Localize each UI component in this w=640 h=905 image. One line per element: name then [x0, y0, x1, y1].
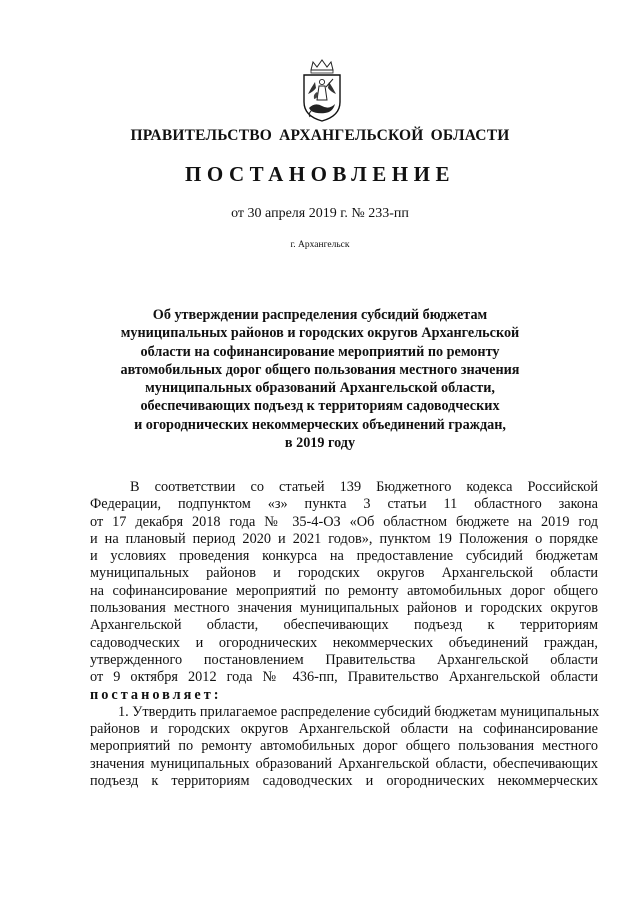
body-line: районов и городских округов Архангельской области на софинансирование: [90, 721, 598, 738]
body-line: на софинансирование мероприятий по ремонту автомобильных дорог общего: [90, 582, 598, 599]
coat-of-arms-emblem: [299, 58, 345, 124]
government-name: ПРАВИТЕЛЬСТВО АРХАНГЕЛЬСКОЙ ОБЛАСТИ: [130, 127, 510, 144]
preamble-paragraph: [90, 479, 598, 704]
body-line: садоводческих и огороднических некоммерческих объединений граждан,: [90, 634, 598, 651]
item-1-paragraph: [90, 704, 598, 790]
title-line: обеспечивающих подъезд к территориям садоводческих: [140, 398, 500, 415]
title-line: области на софинансирование мероприятий по ремонту: [140, 343, 500, 360]
body-line: от 17 декабря 2018 года № 35-4-ОЗ «Об областном бюджете на 2019 год: [90, 513, 598, 530]
resolution-title: [100, 306, 540, 452]
document-type-heading: ПОСТАНОВЛЕНИЕ: [185, 162, 455, 186]
title-line: и огороднических некоммерческих объединений граждан,: [134, 416, 506, 433]
body-line: пользования местного значения муниципальных районов и городских округов: [90, 600, 598, 617]
body-line: мероприятий по ремонту автомобильных дорог общего пользования местного: [90, 738, 598, 755]
body-line: утвержденного постановлением Правительства Архангельской области: [90, 651, 598, 668]
city-name: г. Архангельск: [290, 240, 350, 250]
title-line: муниципальных районов и городских округов Архангельской: [120, 325, 520, 342]
coat-of-arms-icon: [299, 58, 345, 124]
title-line: автомобильных дорог общего пользования местного значения: [120, 361, 520, 378]
body-line: муниципальных районов и городских округов Архангельской области: [90, 565, 598, 582]
title-line: муниципальных образований Архангельской области,: [145, 380, 495, 397]
title-line: в 2019 году: [284, 435, 356, 452]
resolution-body: [90, 479, 598, 790]
body-line: от 9 октября 2012 года № 436-пп, Правительство Архангельской области: [90, 669, 598, 686]
body-line: и условиях проведения конкурса на предоставление субсидий бюджетам: [90, 548, 598, 565]
body-line: В соответствии со статьей 139 Бюджетного кодекса Российской: [130, 479, 598, 495]
body-line: 1. Утвердить прилагаемое распределение субсидий бюджетам муниципальных: [118, 703, 600, 720]
body-line: подъезд к территориям садоводческих и огороднических некоммерческих: [90, 773, 598, 790]
body-line: значения муниципальных образований Архангельской области, обеспечивающих: [90, 755, 598, 772]
decree-word: постановляет:: [90, 686, 222, 703]
body-line: Архангельской области, обеспечивающих подъезд к территориям: [90, 617, 598, 634]
body-line: Федерации, подпунктом «з» пункта 3 статьи 11 областного закона: [90, 496, 598, 513]
body-line: и на плановый период 2020 и 2021 годов», пунктом 19 Положения о порядке: [90, 530, 598, 547]
date-and-number: от 30 апреля 2019 г. № 233-пп: [231, 206, 409, 221]
title-line: Об утверждении распределения субсидий бюджетам: [152, 307, 488, 323]
